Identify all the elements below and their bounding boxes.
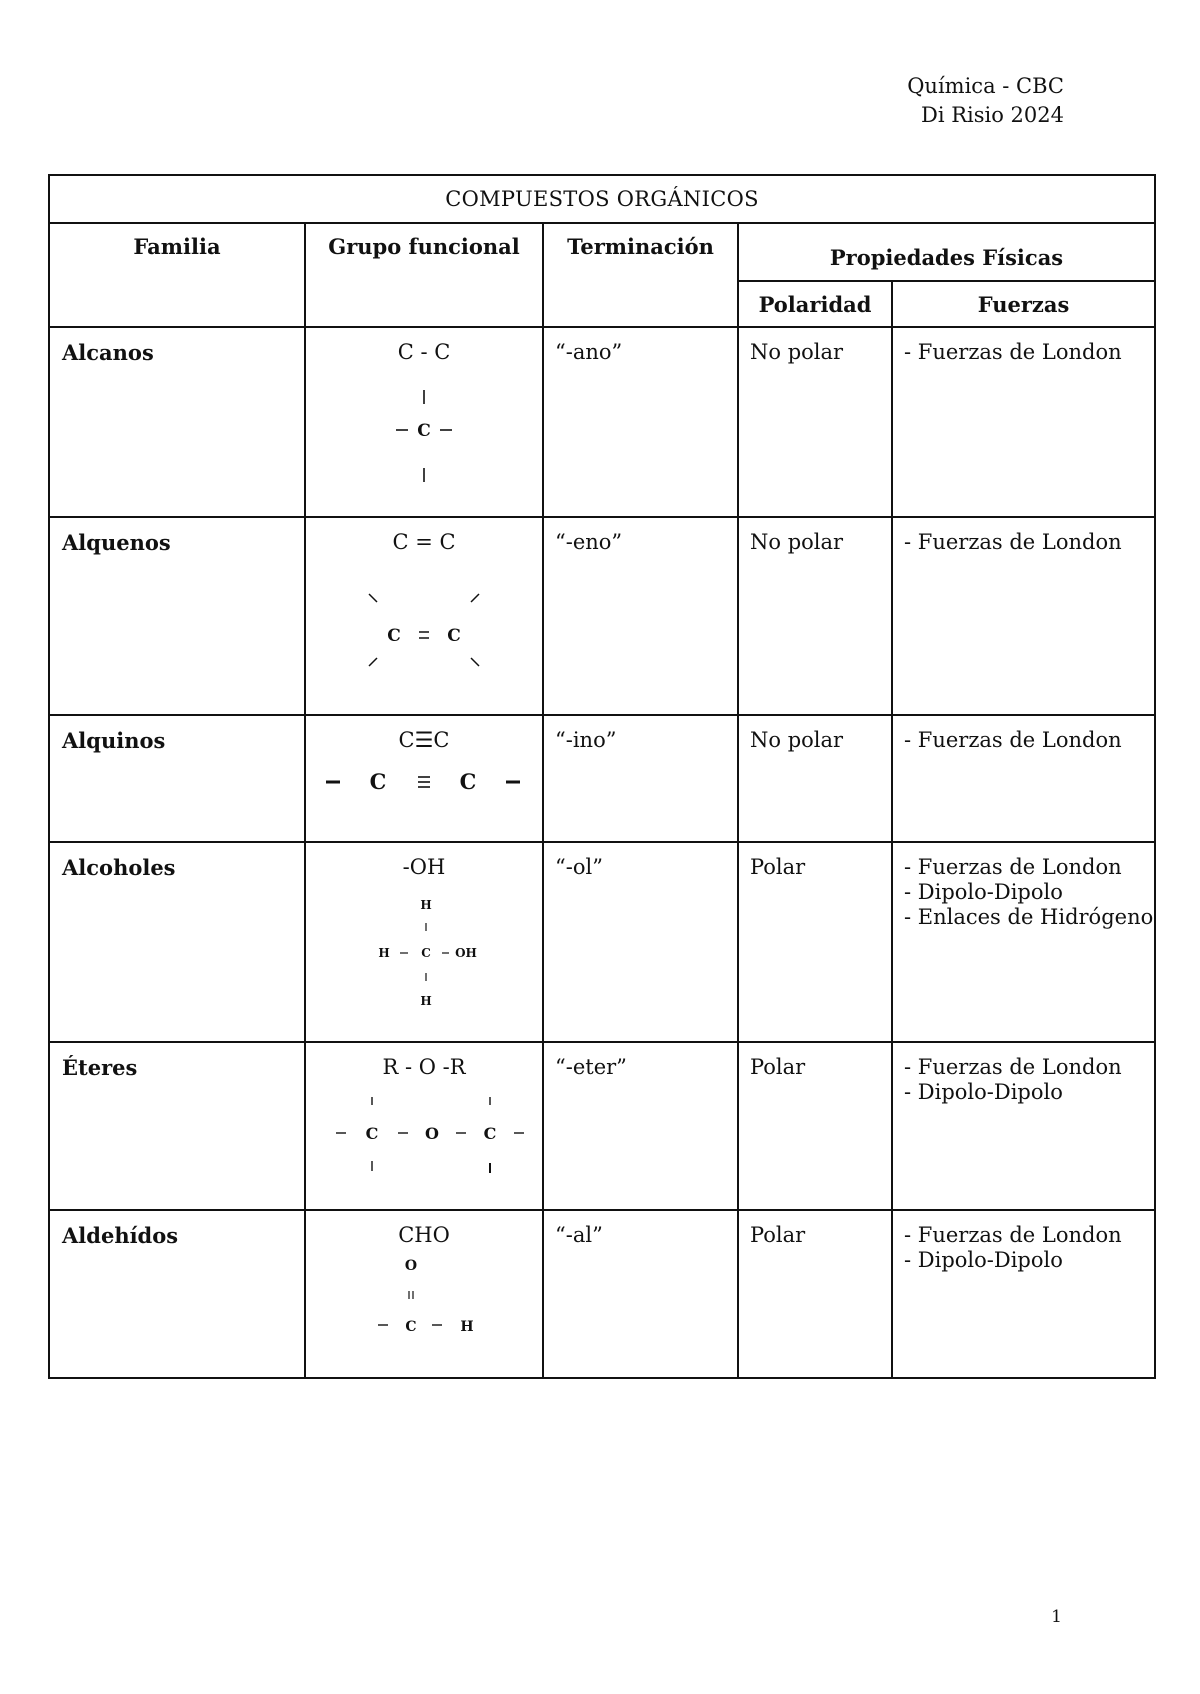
force-item: - Enlaces de Hidrógeno	[904, 905, 1154, 929]
force-item: - Fuerzas de London	[904, 855, 1122, 879]
column-header-familia: Familia	[49, 223, 305, 327]
polarity-cell: No polar	[738, 517, 892, 715]
force-item: - Fuerzas de London	[904, 530, 1122, 554]
family-cell: Alcanos	[49, 327, 305, 517]
functional-group-cell	[305, 1042, 543, 1210]
header-author-year: Di Risio 2024	[920, 103, 1064, 127]
hydrogen-atom: H	[420, 898, 432, 912]
carbon-atom: C	[421, 946, 431, 960]
functional-group-cell	[305, 1210, 543, 1378]
ending-cell: “-al”	[543, 1210, 738, 1378]
carbon-atom: C	[447, 626, 461, 646]
forces-cell	[892, 1042, 1155, 1210]
column-header-terminacion: Terminación	[543, 223, 738, 327]
family-cell: Aldehídos	[49, 1210, 305, 1378]
functional-group-formula: C☰C	[398, 728, 450, 752]
forces-cell	[892, 327, 1155, 517]
functional-group-cell	[305, 842, 543, 1042]
carbon-atom: C	[417, 421, 431, 441]
oxygen-atom: O	[425, 1124, 439, 1143]
hydroxyl-group: OH	[455, 946, 477, 960]
carbon-atom: C	[387, 626, 401, 646]
table-title: COMPUESTOS ORGÁNICOS	[49, 175, 1155, 223]
carbon-atom: C	[369, 769, 387, 794]
column-header-propiedades: Propiedades Físicas	[738, 223, 1155, 281]
table-row	[49, 1042, 1155, 1210]
table-row	[49, 1210, 1155, 1378]
functional-group-formula: R - O -R	[382, 1055, 466, 1079]
alkyne-structure-diagram	[314, 756, 534, 806]
oxygen-atom: O	[404, 1258, 418, 1274]
family-cell: Alcoholes	[49, 842, 305, 1042]
force-item: - Dipolo-Dipolo	[904, 1248, 1063, 1272]
force-item: - Dipolo-Dipolo	[904, 1080, 1063, 1104]
hydrogen-atom: H	[420, 994, 432, 1008]
functional-group-cell	[305, 327, 543, 517]
polarity-cell: No polar	[738, 327, 892, 517]
column-header-polaridad: Polaridad	[738, 281, 892, 327]
functional-group-formula: C = C	[392, 530, 456, 554]
ending-cell: “-eno”	[543, 517, 738, 715]
carbon-atom: C	[459, 769, 477, 794]
ending-cell: “-ano”	[543, 327, 738, 517]
family-cell: Alquenos	[49, 517, 305, 715]
force-item: - Fuerzas de London	[904, 728, 1122, 752]
forces-cell	[892, 715, 1155, 842]
forces-cell	[892, 842, 1155, 1042]
functional-group-cell	[305, 517, 543, 715]
page-number: 1	[1051, 1607, 1062, 1627]
force-item: - Fuerzas de London	[904, 1223, 1122, 1247]
carbon-atom: C	[365, 1124, 379, 1143]
family-cell: Alquinos	[49, 715, 305, 842]
functional-group-formula: CHO	[398, 1223, 450, 1247]
ether-structure-diagram	[314, 1083, 534, 1183]
polarity-cell: Polar	[738, 842, 892, 1042]
alcohol-structure-diagram	[324, 883, 524, 1013]
polarity-cell: Polar	[738, 1210, 892, 1378]
table-row	[49, 327, 1155, 517]
table-row	[49, 842, 1155, 1042]
column-header-grupo: Grupo funcional	[305, 223, 543, 327]
page-header	[907, 72, 1064, 130]
force-item: - Dipolo-Dipolo	[904, 880, 1063, 904]
polarity-cell: No polar	[738, 715, 892, 842]
aldehyde-structure-diagram	[324, 1251, 524, 1351]
alkene-structure-diagram	[324, 558, 524, 698]
force-item: - Fuerzas de London	[904, 340, 1122, 364]
alkane-structure-diagram	[324, 368, 524, 498]
polarity-cell: Polar	[738, 1042, 892, 1210]
table-row	[49, 517, 1155, 715]
forces-cell	[892, 517, 1155, 715]
header-course: Química - CBC	[907, 74, 1064, 98]
hydrogen-atom: H	[378, 946, 390, 960]
carbon-atom: C	[483, 1124, 497, 1143]
table-row	[49, 715, 1155, 842]
force-item: - Fuerzas de London	[904, 1055, 1122, 1079]
functional-group-formula: -OH	[402, 855, 446, 879]
ending-cell: “-eter”	[543, 1042, 738, 1210]
ending-cell: “-ol”	[543, 842, 738, 1042]
forces-cell	[892, 1210, 1155, 1378]
carbon-atom: C	[405, 1319, 417, 1335]
column-header-fuerzas: Fuerzas	[892, 281, 1155, 327]
functional-group-formula: C - C	[397, 340, 451, 364]
hydrogen-atom: H	[460, 1319, 474, 1335]
family-cell: Éteres	[49, 1042, 305, 1210]
organic-compounds-table	[48, 174, 1156, 1379]
functional-group-cell	[305, 715, 543, 842]
ending-cell: “-ino”	[543, 715, 738, 842]
